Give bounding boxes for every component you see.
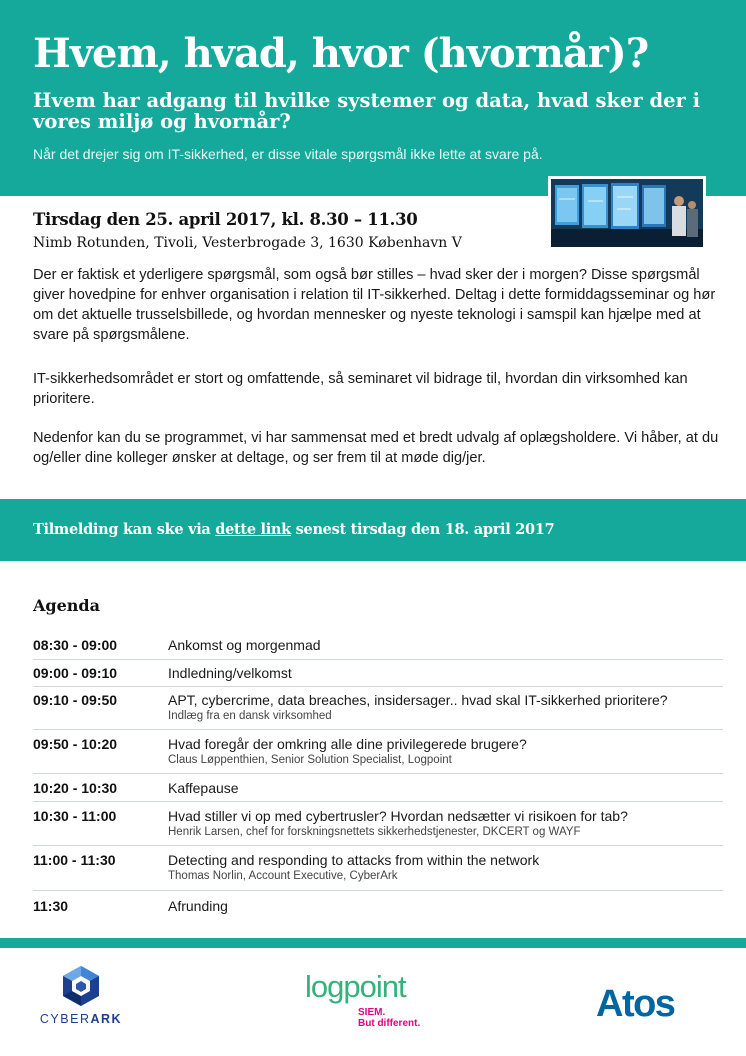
agenda-divider — [33, 845, 723, 846]
cyberark-wordmark — [36, 1012, 126, 1026]
agenda-time: 09:00 - 09:10 — [33, 665, 118, 681]
logpoint-tagline-1: SIEM. — [358, 1007, 386, 1018]
agenda-topic: Hvad foregår der omkring alle dine privilegerede brugere? — [168, 736, 527, 752]
cyberark-name-a: CYBER — [39, 1012, 91, 1026]
agenda-time: 11:00 - 11:30 — [33, 852, 116, 868]
agenda-divider — [33, 686, 723, 687]
page-title: Hvem, hvad, hvor (hvornår)? — [33, 30, 649, 77]
lead-text: Når det drejer sig om IT-sikkerhed, er disse vitale spørgsmål ikke lette at svare på. — [33, 146, 543, 162]
control-room-image — [551, 179, 703, 247]
agenda-divider — [33, 729, 723, 730]
agenda-speaker: Thomas Norlin, Account Executive, CyberArk — [168, 870, 398, 882]
cyberark-name-b: ARK — [90, 1012, 123, 1026]
agenda-heading: Agenda — [33, 596, 100, 615]
agenda-topic: Indledning/velkomst — [168, 665, 292, 681]
logpoint-logo — [305, 970, 445, 1032]
registration-prefix: Tilmelding kan ske via — [33, 521, 211, 538]
cyberark-mark-icon — [36, 964, 126, 1008]
atos-wordmark: Atos — [596, 983, 675, 1025]
page-subtitle: Hvem har adgang til hvilke systemer og data, hvad sker der i vores miljø og hvornår? — [33, 89, 700, 133]
agenda-topic: Ankomst og morgenmad — [168, 637, 321, 653]
agenda-time: 10:20 - 10:30 — [33, 780, 118, 796]
agenda-speaker: Indlæg fra en dansk virksomhed — [168, 710, 332, 722]
agenda-topic: Detecting and responding to attacks from within the network — [168, 852, 540, 868]
registration-link[interactable]: dette link — [215, 521, 291, 538]
agenda-divider — [33, 659, 723, 660]
agenda-divider — [33, 801, 723, 802]
registration-text — [33, 521, 554, 538]
body-paragraph-2: IT-sikkerhedsområdet er stort og omfattende, så seminaret vil bidrage til, hvordan din virksomhed kan prioritere. — [33, 371, 688, 407]
agenda-time: 08:30 - 09:00 — [33, 637, 118, 653]
body-paragraph-1: Der er faktisk et yderligere spørgsmål, som også bør stilles – hvad sker der i morgen? Disse spørgsmål giver hovedpine for enhver organisation i relation til IT-sikkerhed. Deltag i dette formiddagsseminar og hør om det aktuelle trusselsbillede, og hvordan mennesker og nyeste teknologi i samspil kan hjælpe med at svare på spørgsmålene. — [33, 267, 716, 343]
event-date: Tirsdag den 25. april 2017, kl. 8.30 – 11.30 — [33, 210, 418, 229]
registration-suffix: senest tirsdag den 18. april 2017 — [295, 521, 555, 538]
header-banner — [0, 0, 746, 196]
agenda-time: 09:50 - 10:20 — [33, 736, 118, 752]
event-venue: Nimb Rotunden, Tivoli, Vesterbrogade 3, 1630 København V — [33, 235, 462, 251]
agenda-time: 09:10 - 09:50 — [33, 692, 118, 708]
body-paragraph-3: Nedenfor kan du se programmet, vi har sammensat med et bredt udvalg af oplægsholdere. Vi håber, at du og/eller dine kolleger ønsker at deltage, og ser frem til at møde dig/jer. — [33, 430, 719, 466]
agenda-divider — [33, 890, 723, 891]
logpoint-wordmark: logpoint — [305, 969, 406, 1004]
agenda-speaker: Henrik Larsen, chef for forskningsnettets sikkerhedstjenester, DKCERT og WAYF — [168, 826, 581, 838]
agenda-topic: Kaffepause — [168, 780, 239, 796]
agenda-time: 10:30 - 11:00 — [33, 808, 117, 824]
atos-logo — [596, 982, 711, 1026]
control-room-photo — [548, 176, 706, 250]
logpoint-tagline — [358, 1007, 420, 1029]
agenda-topic: Afrunding — [168, 898, 228, 914]
agenda-topic: Hvad stiller vi op med cybertrusler? Hvordan nedsætter vi risikoen for tab? — [168, 808, 628, 824]
agenda-time: 11:30 — [33, 898, 69, 914]
agenda-divider — [33, 773, 723, 774]
footer-band — [0, 938, 746, 948]
cyberark-logo — [36, 964, 126, 1030]
agenda-topic: APT, cybercrime, data breaches, insidersager.. hvad skal IT-sikkerhed prioritere? — [168, 692, 668, 708]
logpoint-tagline-2: But different. — [358, 1018, 421, 1029]
agenda-speaker: Claus Løppenthien, Senior Solution Specialist, Logpoint — [168, 754, 452, 766]
